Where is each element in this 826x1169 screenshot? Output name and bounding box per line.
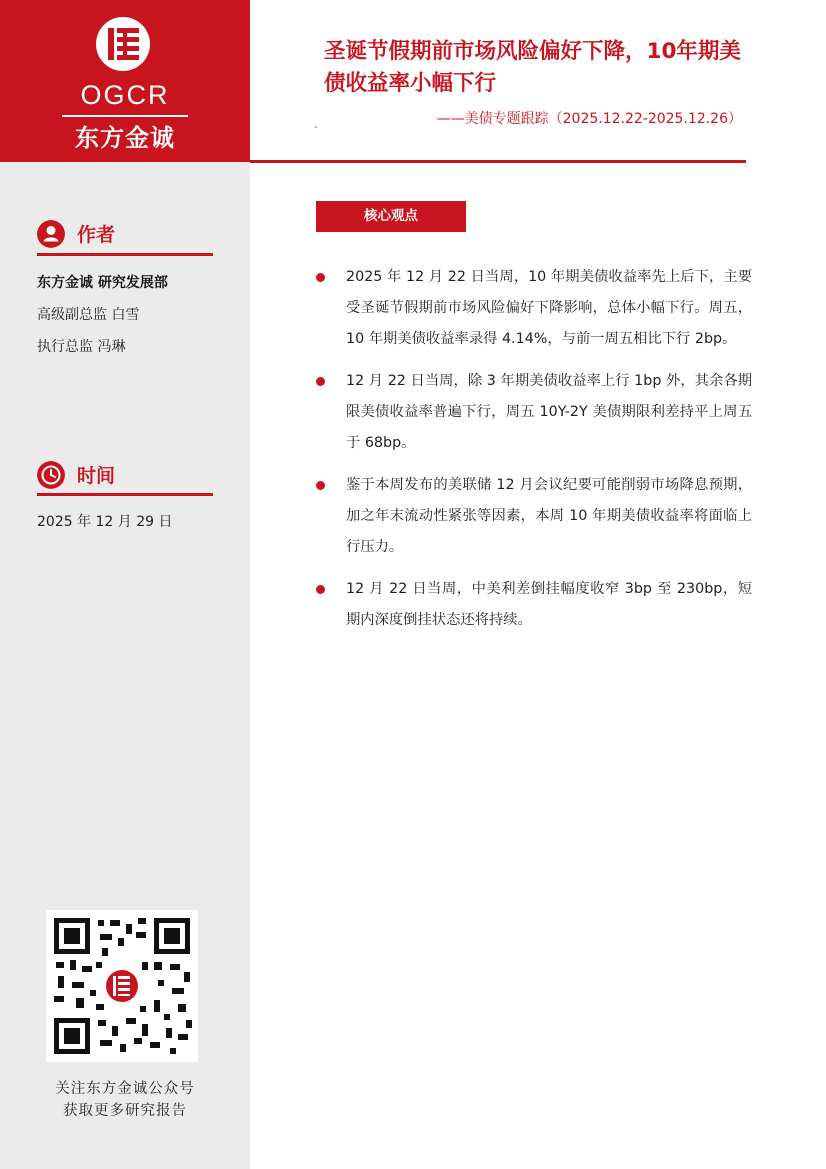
brand-name-en: OGCR [80, 80, 170, 110]
author-section-title: 作者 [77, 224, 116, 246]
qr-code-icon[interactable] [46, 910, 198, 1062]
list-item [316, 262, 752, 355]
bullet-text: 2025 年 12 月 22 日当周，10 年期美债收益率先上后下，主要受圣诞节假期前市场风险偏好下降影响，总体小幅下行。周五，10 年期美债收益率录得 4.14%，与前一周五相比下行 2bp。 [346, 269, 752, 347]
brand-divider [62, 115, 188, 117]
list-item [316, 366, 752, 459]
author-name: 执行总监 冯琳 [37, 339, 126, 355]
bullet-text: 鉴于本周发布的美联储 12 月会议纪要可能削弱市场降息预期，加之年末流动性紧张等因素，本周 10 年期美债收益率将面临上行压力。 [346, 477, 752, 555]
clock-icon [37, 461, 65, 489]
brand-logo-block [0, 0, 250, 162]
time-section-rule [37, 493, 213, 496]
author-org: 东方金诚 研究发展部 [37, 275, 168, 291]
report-subtitle: ——美债专题跟踪（2025.12.22-2025.12.26） [436, 111, 742, 127]
author-name: 高级副总监 白雪 [37, 307, 140, 323]
bullet-dot-icon [316, 377, 325, 386]
author-section-header [37, 218, 213, 252]
list-item [316, 470, 752, 563]
bullet-text: 12 月 22 日当周，中美利差倒挂幅度收窄 3bp 至 230bp，短期内深度倒挂状态还将持续。 [346, 581, 752, 628]
list-item [316, 574, 752, 636]
qr-caption-line: 关注东方金诚公众号 [55, 1081, 195, 1097]
brand-logo-icon [95, 16, 151, 72]
header-rule [250, 160, 746, 163]
person-icon [37, 220, 65, 248]
core-view-badge: 核心观点 [316, 201, 466, 232]
sidebar [0, 0, 250, 1169]
time-section-header [37, 459, 213, 493]
bullet-text: 12 月 22 日当周，除 3 年期美债收益率上行 1bp 外，其余各期限美债收益率普遍下行，周五 10Y-2Y 美债期限利差持平上周五于 68bp。 [346, 373, 752, 451]
report-date: 2025 年 12 月 29 日 [37, 514, 173, 530]
bullet-dot-icon [316, 585, 325, 594]
core-view-list [316, 262, 752, 647]
bullet-dot-icon [316, 481, 325, 490]
brand-name-cn: 东方金诚 [75, 124, 175, 152]
time-section-title: 时间 [77, 465, 116, 487]
qr-caption-line: 获取更多研究报告 [63, 1103, 187, 1119]
header-dash: - [314, 122, 318, 133]
bullet-dot-icon [316, 273, 325, 282]
report-title: 圣诞节假期前市场风险偏好下降，10年期美债收益率小幅下行 [324, 39, 741, 96]
author-section-rule [37, 253, 213, 256]
